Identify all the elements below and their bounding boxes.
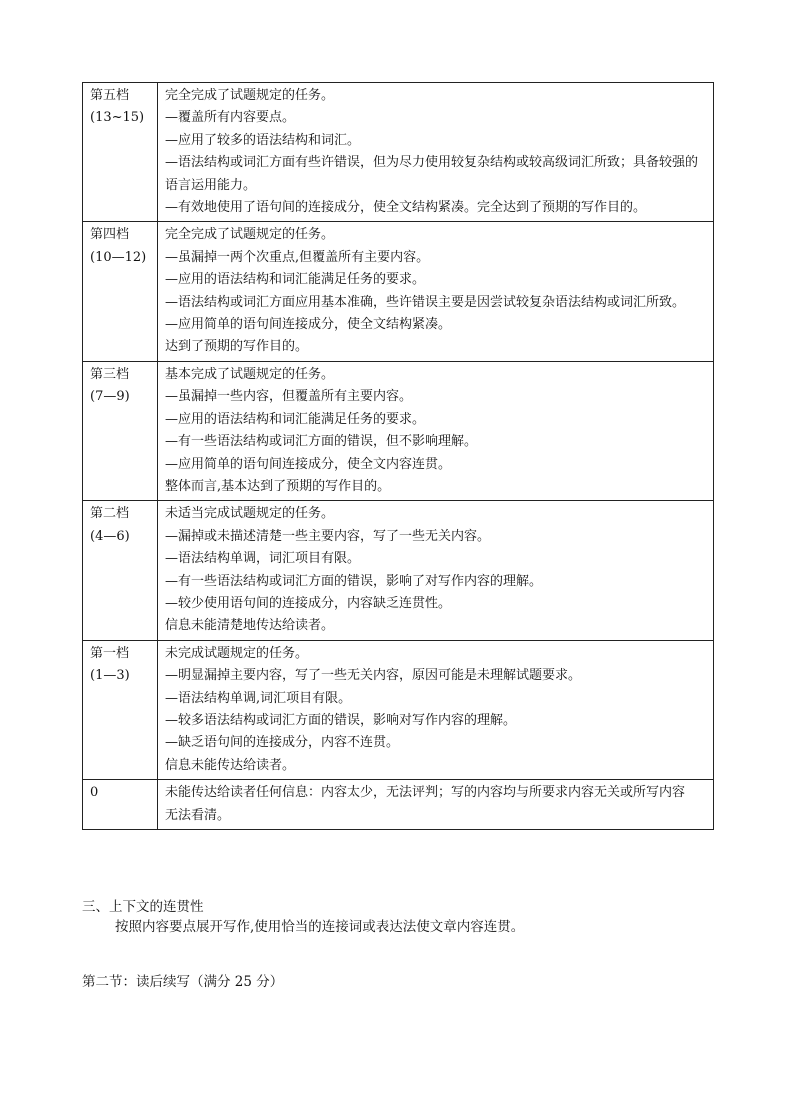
criteria-line: —缺乏语句间的连接成分，内容不连贯。	[165, 735, 400, 751]
grade-level: 0	[90, 785, 99, 801]
grade-range: (10—12)	[90, 249, 147, 265]
grade-level: 第四档	[90, 227, 130, 243]
criteria-line: 完全完成了试题规定的任务。	[165, 227, 335, 243]
grade-cell	[83, 361, 158, 500]
criteria-line: —应用简单的语句间连接成分，使全文内容连贯。	[165, 456, 452, 472]
criteria-line: —虽漏掉一些内容，但覆盖所有主要内容。	[165, 389, 413, 405]
scoring-rubric-table	[82, 82, 714, 830]
criteria-line: —有效地使用了语句间的连接成分，使全文结构紧凑。完全达到了预期的写作目的。	[165, 200, 647, 216]
criteria-line: 整体而言,基本达到了预期的写作目的。	[165, 478, 391, 494]
criteria-line: 完全完成了试题规定的任务。	[165, 88, 335, 103]
rubric-row-level-5	[83, 83, 714, 222]
criteria-cell	[158, 222, 714, 361]
grade-level: 第一档	[90, 645, 130, 661]
criteria-line: 未完成试题规定的任务。	[165, 645, 309, 661]
criteria-line: —虽漏掉一两个次重点,但覆盖所有主要内容。	[165, 249, 430, 265]
grade-cell	[83, 83, 158, 222]
rubric-row-level-1	[83, 640, 714, 779]
grade-level: 第二档	[90, 506, 130, 522]
section-3-heading: 三、上下文的连贯性	[82, 899, 204, 915]
criteria-line: 基本完成了试题规定的任务。	[165, 366, 335, 382]
rubric-row-level-0	[83, 780, 714, 830]
grade-range: (1—3)	[90, 668, 130, 684]
grade-cell	[83, 780, 158, 830]
rubric-row-level-3	[83, 361, 714, 500]
criteria-cell	[158, 361, 714, 500]
criteria-cell	[158, 83, 714, 222]
criteria-cell	[158, 640, 714, 779]
criteria-line: —应用简单的语句间连接成分，使全文结构紧凑。	[165, 317, 452, 333]
grade-level: 第三档	[90, 366, 130, 382]
criteria-line: —语法结构单调,词汇项目有限。	[165, 690, 352, 706]
criteria-line: 无法看清。	[165, 807, 231, 823]
criteria-line: —应用了较多的语法结构和词汇。	[165, 132, 361, 148]
criteria-line: —有一些语法结构或词汇方面的错误，但不影响理解。	[165, 434, 478, 450]
grade-range: (13~15)	[90, 110, 145, 126]
criteria-line: 达到了预期的写作目的。	[165, 339, 309, 355]
criteria-line: —漏掉或未描述清楚一些主要内容，写了一些无关内容。	[165, 528, 491, 544]
criteria-line: 未能传达给读者任何信息：内容太少，无法评判；写的内容均与所要求内容无关或所写内容	[165, 785, 686, 801]
grade-cell	[83, 501, 158, 640]
criteria-line: —有一些语法结构或词汇方面的错误，影响了对写作内容的理解。	[165, 573, 543, 589]
criteria-line: —应用的语法结构和词汇能满足任务的要求。	[165, 272, 426, 288]
criteria-line: —较多语法结构或词汇方面的错误，影响对写作内容的理解。	[165, 712, 517, 728]
criteria-cell	[158, 501, 714, 640]
part-2-heading: 第二节：读后续写（满分 25 分）	[82, 974, 284, 990]
rubric-row-level-2	[83, 501, 714, 640]
criteria-line: —语法结构或词汇方面应用基本准确，些许错误主要是因尝试较复杂语法结构或词汇所致。	[165, 294, 686, 310]
rubric-row-level-4	[83, 222, 714, 361]
criteria-cell	[158, 780, 714, 830]
grade-cell	[83, 640, 158, 779]
grade-range: (4—6)	[90, 528, 130, 544]
criteria-line: —较少使用语句间的连接成分，内容缺乏连贯性。	[165, 595, 452, 611]
grade-level: 第五档	[90, 88, 130, 103]
criteria-line: —应用的语法结构和词汇能满足任务的要求。	[165, 411, 426, 427]
grade-cell	[83, 222, 158, 361]
criteria-line: 信息未能清楚地传达给读者。	[165, 618, 335, 634]
grade-range: (7—9)	[90, 389, 130, 405]
criteria-line: —语法结构单调，词汇项目有限。	[165, 551, 361, 567]
section-3-body: 按照内容要点展开写作,使用恰当的连接词或表达法使文章内容连贯。	[115, 919, 525, 935]
criteria-line: 信息未能传达给读者。	[165, 757, 296, 773]
criteria-line: —明显漏掉主要内容，写了一些无关内容，原因可能是未理解试题要求。	[165, 668, 582, 684]
criteria-line: —覆盖所有内容要点。	[165, 110, 296, 126]
criteria-line: —语法结构或词汇方面有些许错误，但为尽力使用较复杂结构或较高级词汇所致；具备较强的语言运用能力。	[165, 155, 699, 193]
criteria-line: 未适当完成试题规定的任务。	[165, 506, 335, 522]
